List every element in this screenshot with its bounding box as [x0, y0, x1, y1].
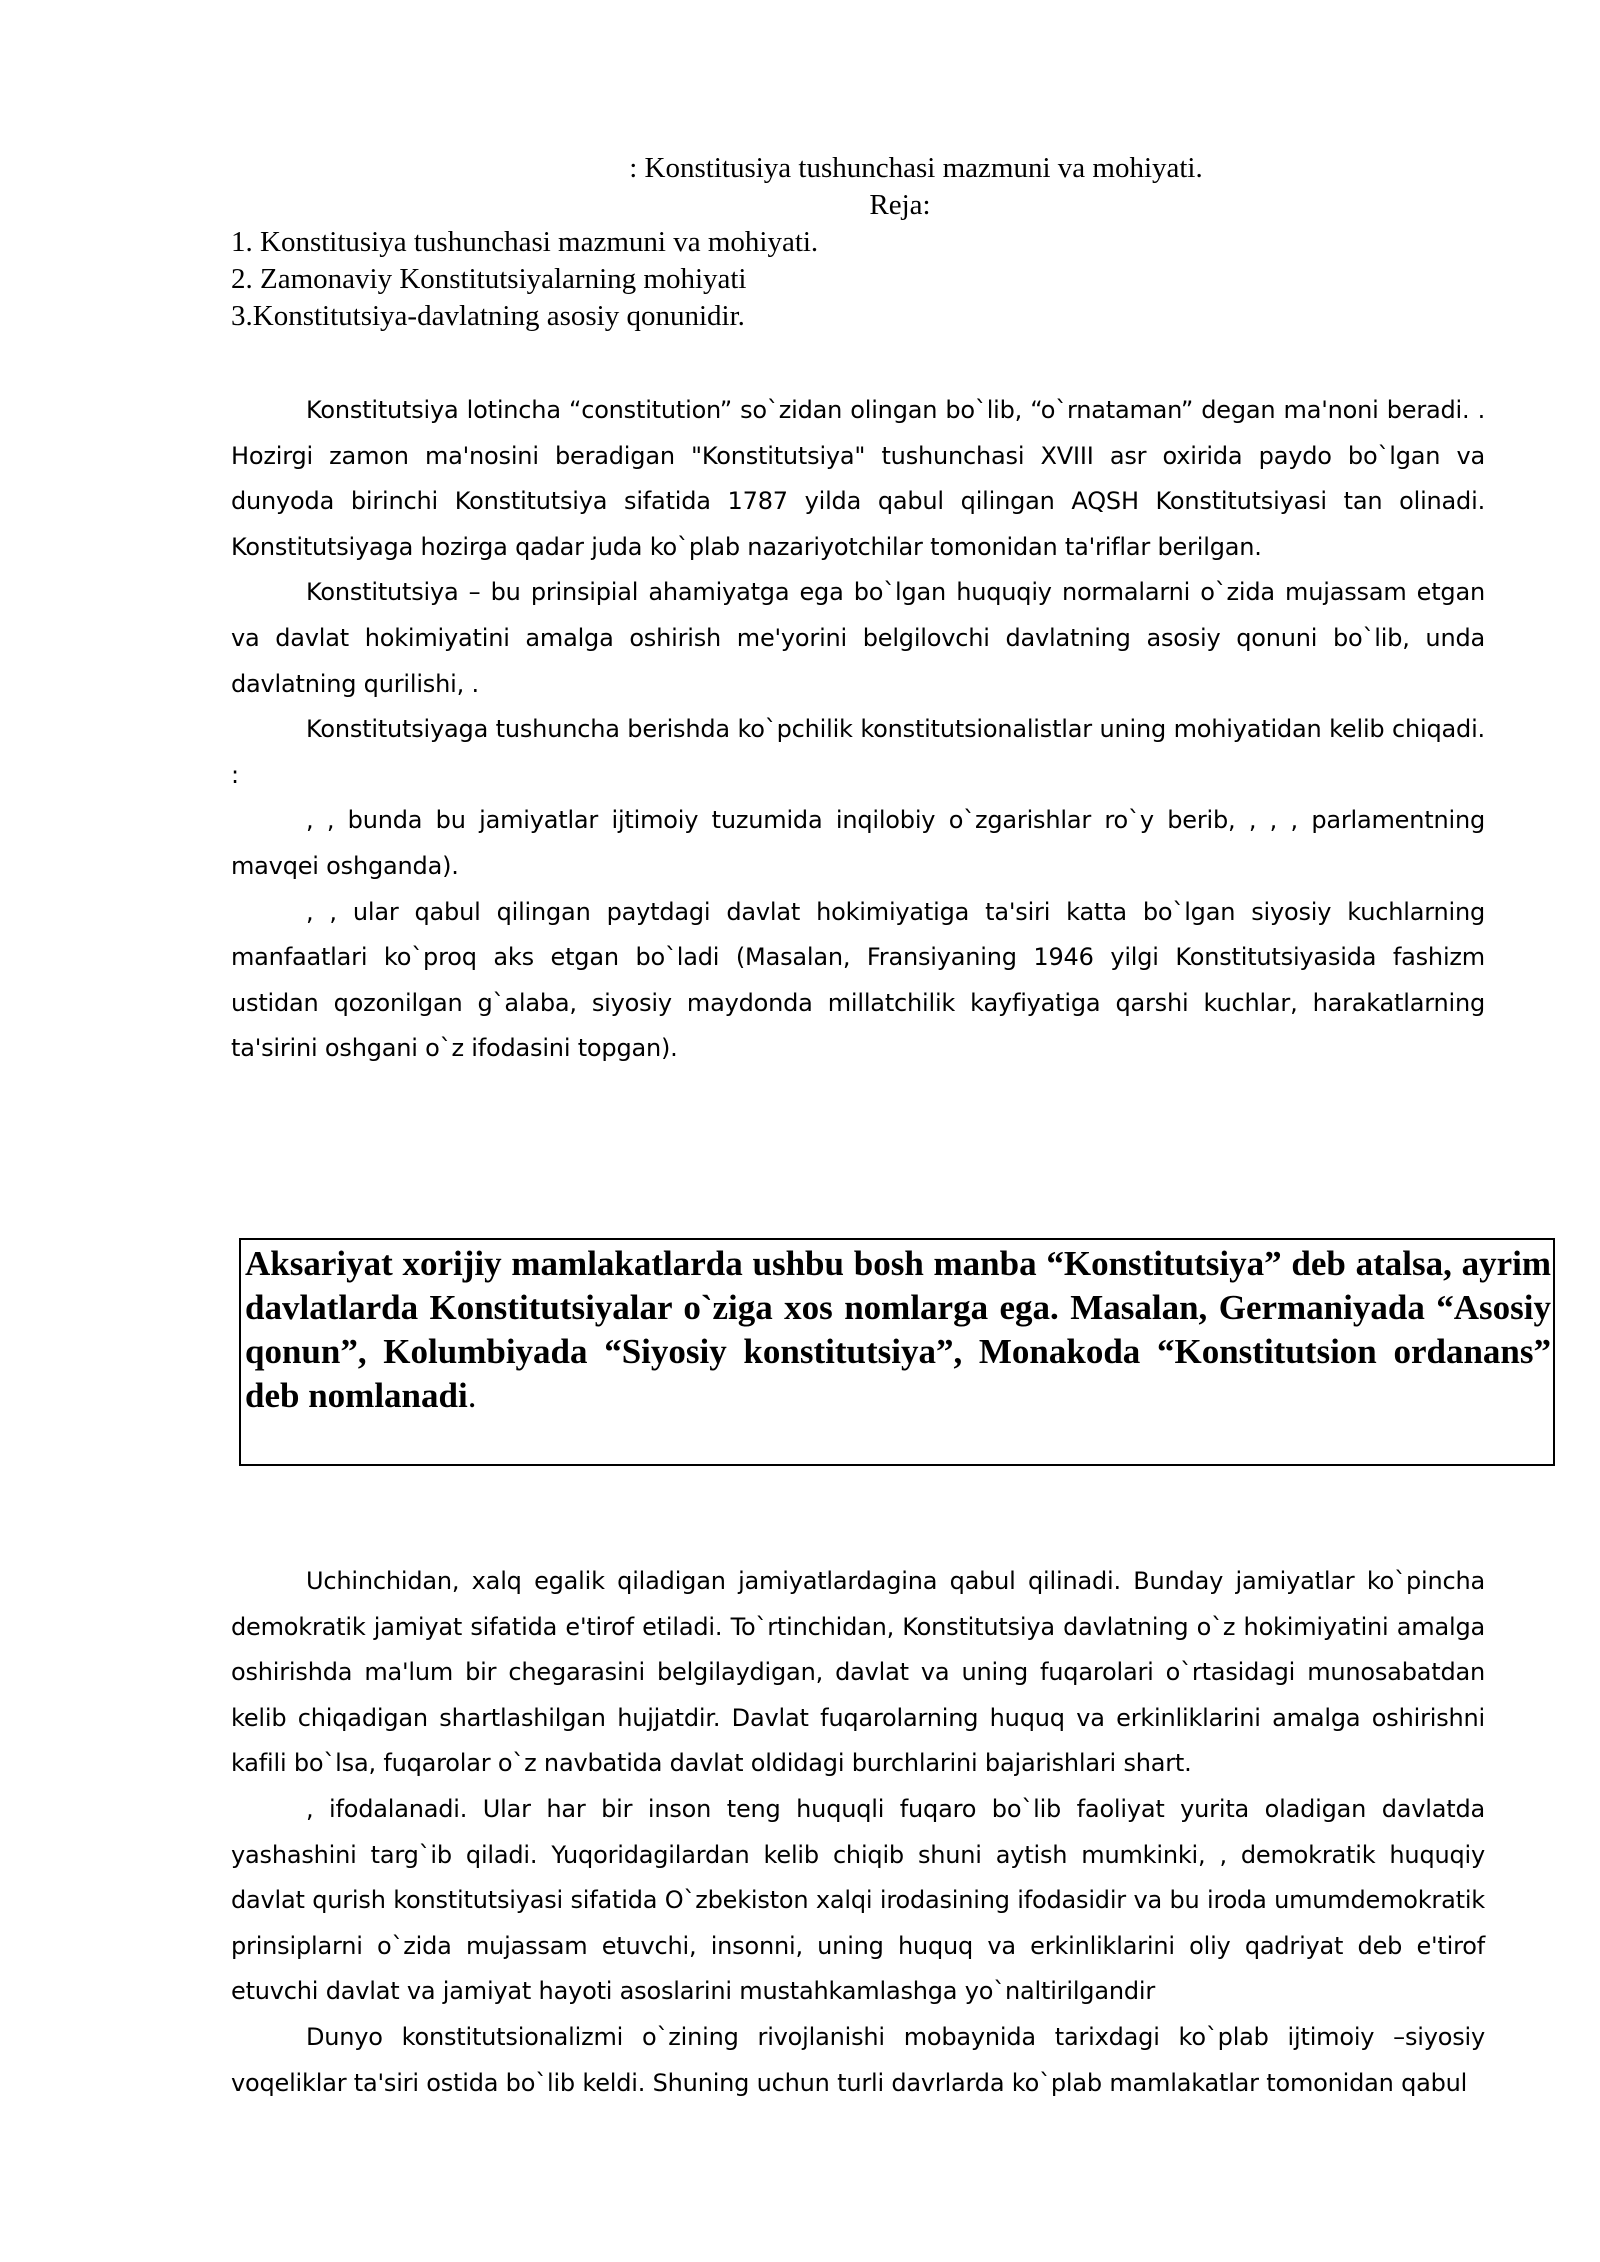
highlight-paragraph	[241, 1240, 1553, 1418]
paragraph: , , ular qabul qilingan paytdagi davlat hokimiyatiga ta'siri katta bo`lgan siyosiy kuchlarning manfaatlari ko`proq aks etgan bo`ladi (Masalan, Fransiyaning 1946 yilgi Konstitutsiyasida fashizm ustidan qozonilgan g`alaba, siyosiy maydonda millatchilik kayfiyatiga qarshi kuchlar, harakatlarning ta'sirini oshgani o`z ifodasini topgan).	[231, 897, 1485, 1063]
highlight-trailing-period: .	[467, 1376, 477, 1415]
paragraph: , ifodalanadi. Ular har bir inson teng huquqli fuqaro bo`lib faoliyat yurita oladigan davlatda yashashini targ`ib qiladi. Yuqoridagilardan kelib chiqib shuni aytish mumkinki, , demokratik huquqiy davlat qurish konstitutsiyasi sifatida O`zbekiston xalqi irodasining ifodasidir va bu iroda umumdemokratik prinsiplarni o`zida mujassam etuvchi, insonni, uning huquq va erkinliklarini oliy qadriyat deb e'tirof etuvchi davlat va jamiyat hayoti asoslarini mustahkamlashga yo`naltirilgandir	[231, 1794, 1485, 2006]
plan-item: 3.Konstitutsiya-davlatning asosiy qonunidir.	[231, 300, 745, 332]
paragraph: Dunyo konstitutsionalizmi o`zining rivojlanishi mobaynida tarixdagi ko`plab ijtimoiy –siyosiy voqeliklar ta'siri ostida bo`lib keldi. Shuning uchun turli davrlarda ko`plab mamlakatlar tomonidan qabul	[231, 2022, 1485, 2097]
paragraph: Uchinchidan, xalq egalik qiladigan jamiyatlardagina qabul qilinadi. Bunday jamiyatlar ko`pincha demokratik jamiyat sifatida e'tirof etiladi. To`rtinchidan, Konstitutsiya davlatning o`z hokimiyatini amalga oshirishda ma'lum bir chegarasini belgilaydigan, davlat va uning fuqarolari o`rtasidagi munosabatdan kelib chiqadigan shartlashilgan hujjatdir. Davlat fuqarolarning huquq va erkinliklarini amalga oshirishni kafili bo`lsa, fuqarolar o`z navbatida davlat oldidagi burchlarini bajarishlari shart.	[231, 1567, 1485, 1778]
heading-block	[0, 150, 1600, 335]
paragraph: Konstitutsiya – bu prinsipial ahamiyatga ega bo`lgan huquqiy normalarni o`zida mujassam etgan va davlat hokimiyatini amalga oshirish me'yorini belgilovchi davlatning asosiy qonuni bo`lib, unda davlatning qurilishi, .	[231, 578, 1485, 698]
plan-item: 1. Konstitusiya tushunchasi mazmuni va mohiyati.	[231, 226, 819, 258]
paragraph: Konstitutsiyaga tushuncha berishda ko`pchilik konstitutsionalistlar uning mohiyatidan kelib chiqadi. :	[231, 715, 1485, 789]
body-text-top	[231, 388, 1485, 1072]
plan-label: Reja:	[869, 189, 931, 221]
paragraph: Konstitutsiya lotincha “constitution” so`zidan olingan bo`lib, “o`rnataman” degan ma'noni beradi. . Hozirgi zamon ma'nosini beradigan "Konstitutsiya" tushunchasi XVIII asr oxirida paydo bo`lgan va dunyoda birinchi Konstitutsiya sifatida 1787 yilda qabul qilingan AQSH Konstitutsiyasi tan olinadi. Konstitutsiyaga hozirga qadar juda ko`plab nazariyotchilar tomonidan ta'riflar berilgan.	[231, 396, 1485, 561]
paragraph: , , bunda bu jamiyatlar ijtimoiy tuzumida inqilobiy o`zgarishlar ro`y berib, , , , parlamentning mavqei oshganda).	[231, 806, 1485, 880]
document-title: : Konstitusiya tushunchasi mazmuni va mohiyati.	[629, 152, 1203, 184]
highlight-text: Aksariyat xorijiy mamlakatlarda ushbu bosh manba “Konstitutsiya” deb atalsa, ayrim davlatlarda Konstitutsiyalar o`ziga xos nomlarga ega. Masalan, Germaniyada “Asosiy qonun”, Kolumbiyada “Siyosiy konstitutsiya”, Monakoda “Konstitutsion ordanans” deb nomlanadi	[245, 1244, 1551, 1415]
highlight-text-box	[239, 1238, 1555, 1466]
plan-item: 2. Zamonaviy Konstitutsiyalarning mohiyati	[231, 263, 747, 295]
body-text-bottom	[231, 1559, 1485, 2106]
